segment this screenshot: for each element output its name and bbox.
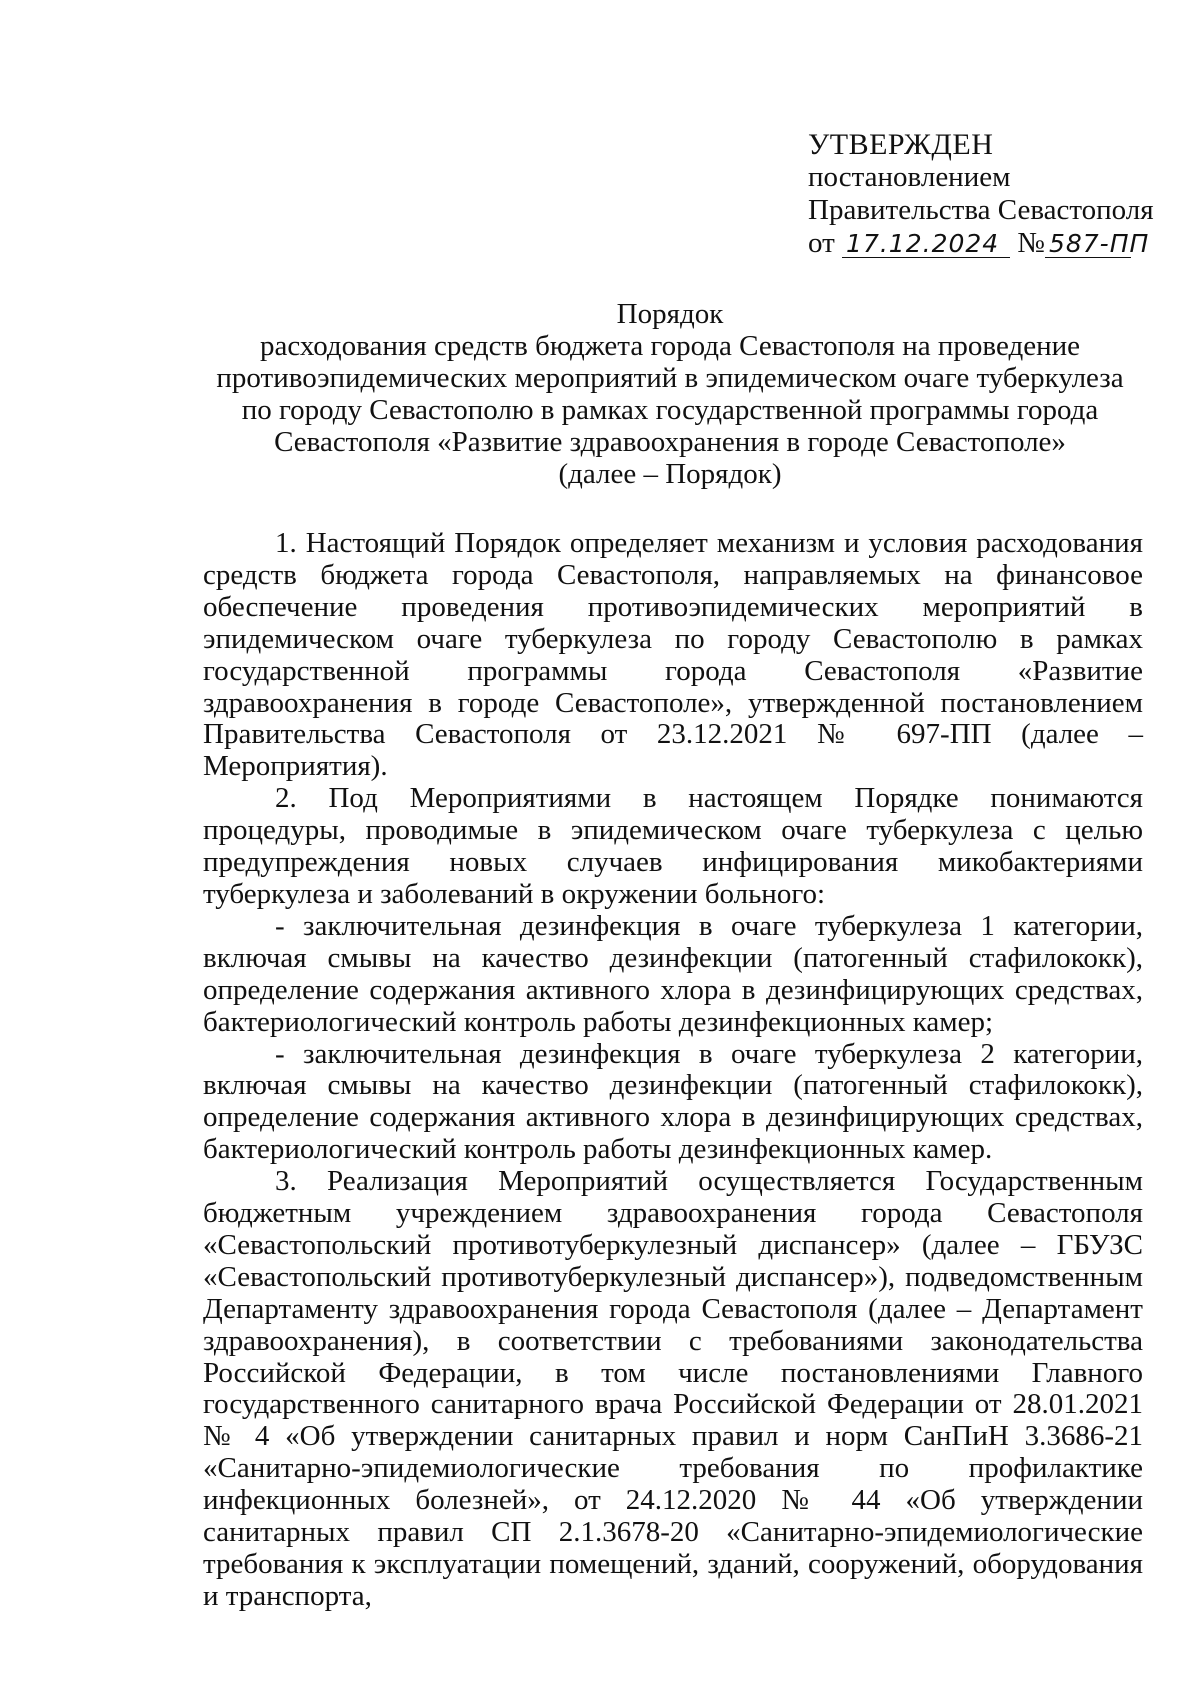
list-item-category-2: - заключительная дезинфекция в очаге туберкулеза 2 категории, включая смывы на качество дезинфекции (патогенный стафилококк), определение содержания активного хлора в дезинфицирующих средствах, бактериологический контроль работы дезинфекционных камер. [203, 1037, 1143, 1166]
approval-stamp: УТВЕРЖДЕН [808, 128, 994, 161]
document-body [203, 528, 1143, 1613]
heading-line: по городу Севастополю в рамках государственной программы города [241, 394, 1099, 426]
heading-line: расходования средств бюджета города Севастополя на проведение [259, 330, 1080, 362]
paragraph-3: 3. Реализация Мероприятий осуществляется Государственным бюджетным учреждением здравоохранения города Севастополя «Севастопольский противотуберкулезный диспансер» (далее – ГБУЗС «Севастопольский противотуберкулезный диспансер»), подведомственным Департаменту здравоохранения города Севастополя (далее – Департамент здравоохранения), в соответствии с требованиями законодательства Российской Федерации, в том числе постановлениями Главного государственного санитарного врача Российской Федерации от 28.01.2021 № 4 «Об утверждении санитарных правил и норм СанПиН 3.3686-21 «Санитарно-эпидемиологические требования по профилактике инфекционных болезней», от 24.12.2020 № 44 «Об утверждении санитарных правил СП 2.1.3678-20 «Санитарно-эпидемиологические требования к эксплуатации помещений, зданий, сооружений, оборудования и транспорта, [203, 1165, 1143, 1612]
approval-line-2: Правительства Севастополя [808, 194, 1154, 226]
approval-date-line [808, 227, 1188, 260]
heading-title: Порядок [616, 298, 724, 330]
paragraph-1: 1. Настоящий Порядок определяет механизм и условия расходования средств бюджета города Севастополя, направляемых на финансовое обеспечение проведения противоэпидемических мероприятий в эпидемическом очаге туберкулеза по городу Севастополю в рамках государственной программы города Севастополя «Развитие здравоохранения в городе Севастополе», утвержденной постановлением Правительства Севастополя от 23.12.2021 № 697-ПП (далее – Мероприятия). [203, 527, 1143, 783]
heading-line: (далее – Порядок) [558, 458, 782, 490]
date-prefix: от [808, 227, 835, 259]
heading-line: Севастополя «Развитие здравоохранения в городе Севастополе» [274, 426, 1066, 458]
heading-line: противоэпидемических мероприятий в эпидемическом очаге туберкулеза [216, 362, 1124, 394]
approval-block [808, 128, 1188, 260]
handwritten-number: 587-ПП [1045, 231, 1131, 258]
list-item-category-1: - заключительная дезинфекция в очаге туберкулеза 1 категории, включая смывы на качество дезинфекции (патогенный стафилококк), определение содержания активного хлора в дезинфицирующих средствах, бактериологический контроль работы дезинфекционных камер; [203, 909, 1143, 1038]
handwritten-date: 17.12.2024 [842, 231, 1010, 258]
approval-line-1: постановлением [808, 161, 1011, 193]
document-heading [200, 298, 1140, 490]
paragraph-2: 2. Под Мероприятиями в настоящем Порядке понимаются процедуры, проводимые в эпидемическом очаге туберкулеза с целью предупреждения новых случаев инфицирования микобактериями туберкулеза и заболеваний в окружении больного: [203, 782, 1143, 910]
number-prefix: № [1017, 227, 1045, 259]
